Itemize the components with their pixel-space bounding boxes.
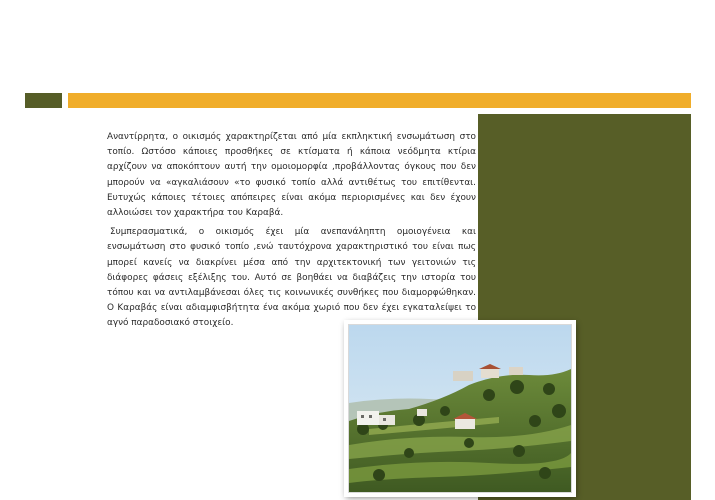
paragraph-1: Αναντίρρητα, ο οικισμός χαρακτηρίζεται από μία εκπληκτική ενσωμάτωση στο τοπίο. Ωστόσο κάποιες προσθήκες σε κτίσματα ή κάποια νεόδμητα κτίρια αρχίζουν να αποκόπτουν αυτή την ομοιομορφία ,προβάλλοντας όγκους που δεν μπορούν να «αγκαλιάσουν «το φυσικό τοπίο αλλά αντιθέτως του επιτίθενται. Ευτυχώς κάποιες τέτοιες απόπειρες είναι ακόμα περιορισμένες και δεν έχουν αλλοιώσει τον χαρακτήρα του Καραβά. bbox=[107, 132, 476, 219]
header-bar-left bbox=[25, 93, 62, 108]
village-photo bbox=[349, 325, 571, 492]
village-landscape-image bbox=[349, 325, 571, 492]
paragraph-2: Συμπερασματικά, ο οικισμός έχει μία ανεπανάληπτη ομοιογένεια και ενσωμάτωση στο φυσικό τοπίο ,ενώ ταυτόχρονα χαρακτηριστικό του είναι πως μπορεί κανείς να διακρίνει μέσα από την αρχιτεκτονική των γειτονιών τις διάφορες φάσεις εξέλιξης του. Αυτό σε βοηθάει να διαβάζεις την ιστορία του τόπου και να αντιλαμβάνεσαι όλες τις κοινωνικές συνθήκες που διαμορφώθηκαν. Ο Καραβάς είναι αδιαμφισβήτητα ένα ακόμα χωριό που δεν έχει εγκαταλείψει το αγνό παραδοσιακό στοιχείο. bbox=[107, 227, 476, 329]
article-body bbox=[107, 130, 476, 332]
header-bar-right bbox=[68, 93, 691, 108]
